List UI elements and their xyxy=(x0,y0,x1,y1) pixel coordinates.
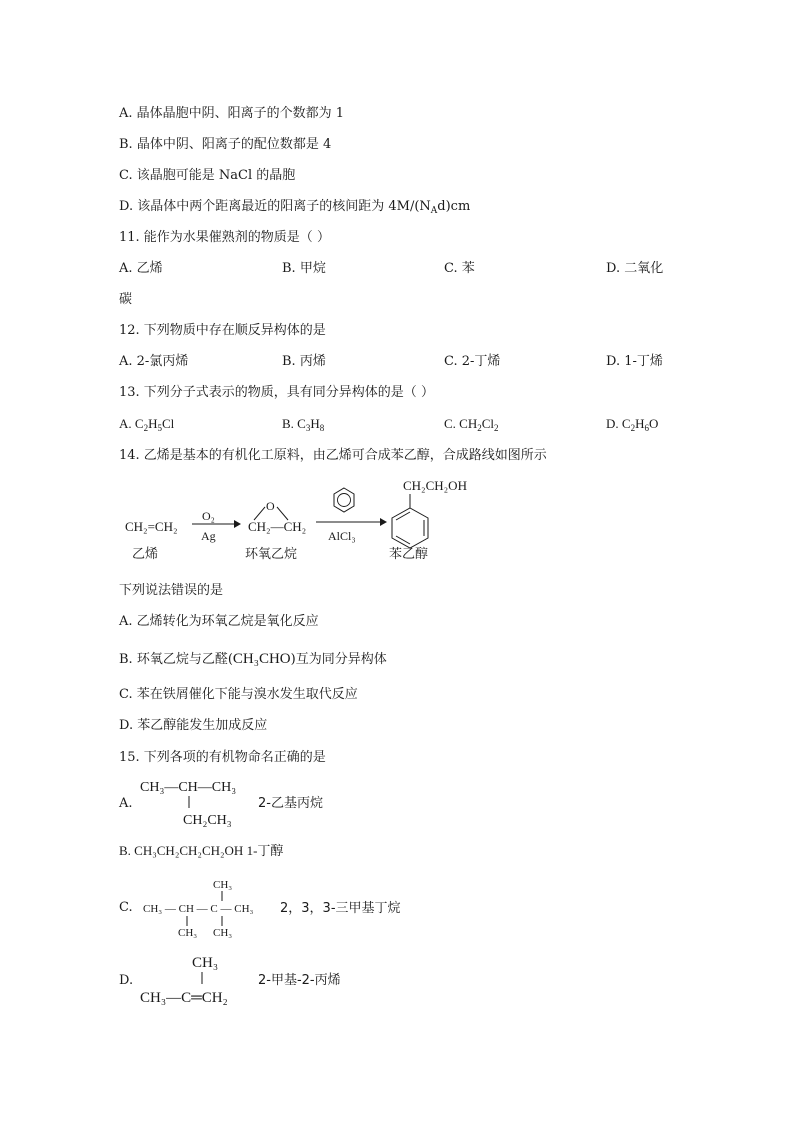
epoxide-oxygen: O xyxy=(266,499,275,513)
acetaldehyde-formula: CH₃CHO xyxy=(232,651,291,667)
ethylene-formula: CH₂=CH₂ xyxy=(125,519,178,534)
q11-option-d-wrap: 碳 xyxy=(119,292,133,307)
q13-stem: 13. 下列分子式表示的物质，具有同分异构体的是（ ） xyxy=(119,385,434,400)
q15-a-branch: CH₂CH₃ xyxy=(183,813,232,828)
q10-option-d-text: D. 该晶体中两个距离最近的阳离子的核间距为 4M/(N xyxy=(119,199,431,214)
q15-option-d-label: D. xyxy=(119,973,134,988)
q12-option-c: C. 2-丁烯 xyxy=(444,354,501,369)
q15-a-main-chain: CH₃—CH—CH₃ xyxy=(140,780,237,795)
ethylene-name: 乙烯 xyxy=(132,547,159,562)
product-side-chain: CH₂CH₂OH xyxy=(403,478,467,493)
q12-option-b: B. 丙烯 xyxy=(282,354,326,369)
q15-d-name: 2-甲基-2-丙烯 xyxy=(258,973,341,988)
product-name: 苯乙醇 xyxy=(389,547,429,562)
q14-stem: 14. 乙烯是基本的有机化工原料，由乙烯可合成苯乙醇，合成路线如图所示 xyxy=(119,448,547,463)
q10-option-b: B. 晶体中阴、阳离子的配位数都是 4 xyxy=(119,137,332,152)
q15-option-a-label: A. xyxy=(119,796,133,811)
q15-option-d-structure xyxy=(138,950,378,1010)
epoxide-name: 环氧乙烷 xyxy=(245,547,298,562)
product-benzene-ring xyxy=(392,508,428,548)
q15-option-c-structure xyxy=(140,874,420,940)
q11-option-b: B. 甲烷 xyxy=(282,261,326,276)
q10-option-a: A. 晶体晶胞中阴、阳离子的个数都为 1 xyxy=(119,106,345,121)
q15-c-bottom-methyl-2: CH₃ xyxy=(213,927,233,939)
q14-option-b xyxy=(119,651,387,668)
q14-option-c: C. 苯在铁屑催化下能与溴水发生取代反应 xyxy=(119,687,358,702)
q13-option-d: D. $C_2H_6O$ xyxy=(606,416,659,433)
reagent-alcl3: AlCl₃ xyxy=(328,529,356,543)
q15-option-b: B. CH₃CH₂CH₂CH₂OH 1-丁醇 xyxy=(119,843,284,858)
q14-option-d: D. 苯乙醇能发生加成反应 xyxy=(119,718,268,733)
q14-lead: 下列说法错误的是 xyxy=(119,583,224,598)
q10-option-d-tail: d)cm xyxy=(437,199,471,214)
q15-c-main-chain: CH₃ — CH — C — CH₃ xyxy=(143,903,254,915)
q13-option-a: A. $C_2H_5Cl$ xyxy=(119,416,175,433)
product-double-bond-3 xyxy=(396,536,410,544)
q11-stem: 11. 能作为水果催熟剂的物质是（ ） xyxy=(119,230,330,245)
q14-option-b-tail: )互为同分异构体 xyxy=(290,652,387,667)
q15-c-bottom-methyl-1: CH₃ xyxy=(178,927,198,939)
q15-c-top-methyl: CH₃ xyxy=(213,879,233,891)
q13-option-c: C. $CH_2Cl_2$ xyxy=(444,416,499,433)
q15-a-name: 2-乙基丙烷 xyxy=(258,796,323,811)
reagent-ag: Ag xyxy=(201,529,216,543)
benzene-reagent-circle xyxy=(338,494,351,507)
product-double-bond-1 xyxy=(396,512,410,520)
q11-option-c: C. 苯 xyxy=(444,261,475,276)
reagent-o2: O₂ xyxy=(202,509,215,523)
q10-option-d xyxy=(119,199,470,215)
q11-option-a: A. 乙烯 xyxy=(119,261,163,276)
avogadro-subscript: A xyxy=(430,206,438,216)
q15-stem: 15. 下列各项的有机物命名正确的是 xyxy=(119,750,326,765)
q12-stem: 12. 下列物质中存在顺反异构体的是 xyxy=(119,323,326,338)
q12-option-a: A. 2-氯丙烯 xyxy=(119,354,189,369)
q13-option-b: B. $C_3H_8$ xyxy=(282,416,325,433)
reaction-arrow-2-head xyxy=(380,518,387,526)
q12-option-d: D. 1-丁烯 xyxy=(606,354,663,369)
q15-d-main-chain: CH₃—C═CH₂ xyxy=(140,990,228,1006)
epoxide-formula: CH₂—CH₂ xyxy=(248,519,307,534)
q14-option-b-text: B. 环氧乙烷与乙醛( xyxy=(119,652,233,667)
q14-option-a: A. 乙烯转化为环氧乙烷是氧化反应 xyxy=(119,614,319,629)
synthesis-scheme xyxy=(118,474,498,570)
q15-d-top-methyl: CH₃ xyxy=(192,955,219,971)
reaction-arrow-1-head xyxy=(234,520,241,528)
benzene-reagent-ring xyxy=(334,488,354,512)
q15-option-a-structure xyxy=(138,774,338,830)
q11-option-d: D. 二氧化 xyxy=(606,261,664,276)
q15-c-name: 2，3，3-三甲基丁烷 xyxy=(280,901,401,916)
q10-option-c: C. 该晶胞可能是 NaCl 的晶胞 xyxy=(119,168,296,183)
q15-option-c-label: C. xyxy=(119,900,133,915)
